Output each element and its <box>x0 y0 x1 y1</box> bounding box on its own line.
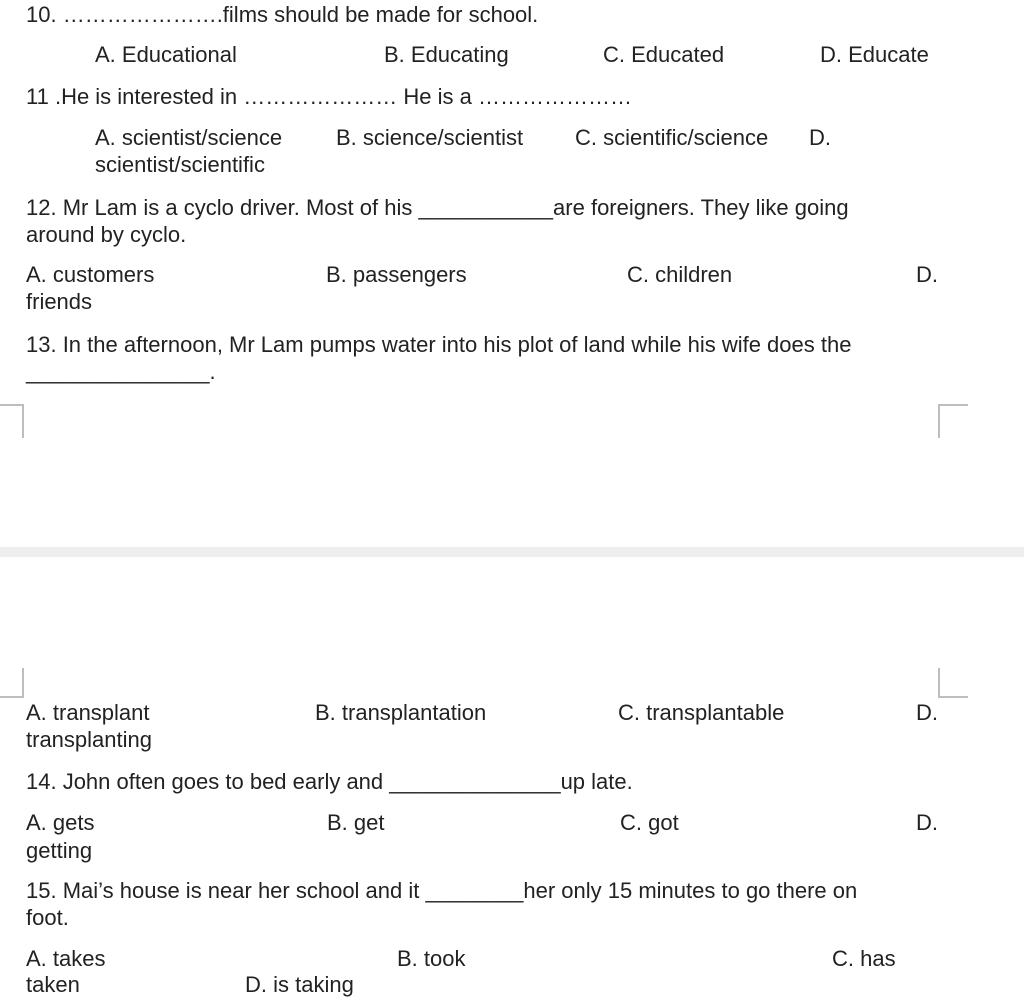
question-12-stem-line2: around by cyclo. <box>26 222 187 247</box>
q12-option-d: D. <box>916 262 938 287</box>
q14-option-d: D. <box>916 810 938 835</box>
q11-option-d: D. <box>809 125 831 150</box>
q14-option-a: A. gets <box>26 810 95 835</box>
q15-option-b: B. took <box>397 946 466 971</box>
q11-option-b: B. science/scientist <box>336 125 524 150</box>
q14-option-b: B. get <box>327 810 385 835</box>
question-13-stem-line1: 13. In the afternoon, Mr Lam pumps water into his plot of land while his wife does the <box>26 332 852 357</box>
q13-option-d: D. <box>916 700 938 725</box>
page-corner-mark <box>938 404 968 438</box>
q10-option-a: A. Educational <box>95 42 237 67</box>
q15-option-c-wrap: taken <box>26 972 80 997</box>
q11-option-d-wrap: scientist/scientific <box>95 152 265 177</box>
q13-option-a: A. transplant <box>26 700 150 725</box>
q10-option-b: B. Educating <box>384 42 509 67</box>
q14-option-c: C. got <box>620 810 679 835</box>
question-12-stem-line1: 12. Mr Lam is a cyclo driver. Most of his ___________are foreigners. They like going <box>26 195 849 220</box>
question-11-stem: 11 .He is interested in ………………… He is a ………………… <box>26 84 632 109</box>
q15-option-d: D. is taking <box>245 972 354 997</box>
q13-option-d-wrap: transplanting <box>26 727 152 752</box>
q13-option-c: C. transplantable <box>618 700 785 725</box>
q15-option-c: C. has <box>832 946 896 971</box>
q10-option-d: D. Educate <box>820 42 929 67</box>
question-15-stem-line2: foot. <box>26 905 69 930</box>
q13-option-b: B. transplantation <box>315 700 487 725</box>
page-corner-mark <box>0 668 24 698</box>
q14-option-d-wrap: getting <box>26 838 93 863</box>
q11-option-a: A. scientist/science <box>95 125 283 150</box>
q12-option-c: C. children <box>627 262 733 287</box>
question-13-stem-line2: _______________. <box>26 359 216 384</box>
q12-option-a: A. customers <box>26 262 155 287</box>
q15-option-a: A. takes <box>26 946 106 971</box>
q12-option-b: B. passengers <box>326 262 467 287</box>
question-10-stem: 10. ………………….films should be made for school. <box>26 2 539 27</box>
question-15-stem-line1: 15. Mai’s house is near her school and it ________her only 15 minutes to go there on <box>26 878 858 903</box>
q12-option-d-wrap: friends <box>26 289 93 314</box>
page-gap-divider <box>0 547 1024 557</box>
question-14-stem: 14. John often goes to bed early and ______________up late. <box>26 769 633 794</box>
page-corner-mark <box>938 668 968 698</box>
q11-option-c: C. scientific/science <box>575 125 769 150</box>
page-corner-mark <box>0 404 24 438</box>
q10-option-c: C. Educated <box>603 42 725 67</box>
